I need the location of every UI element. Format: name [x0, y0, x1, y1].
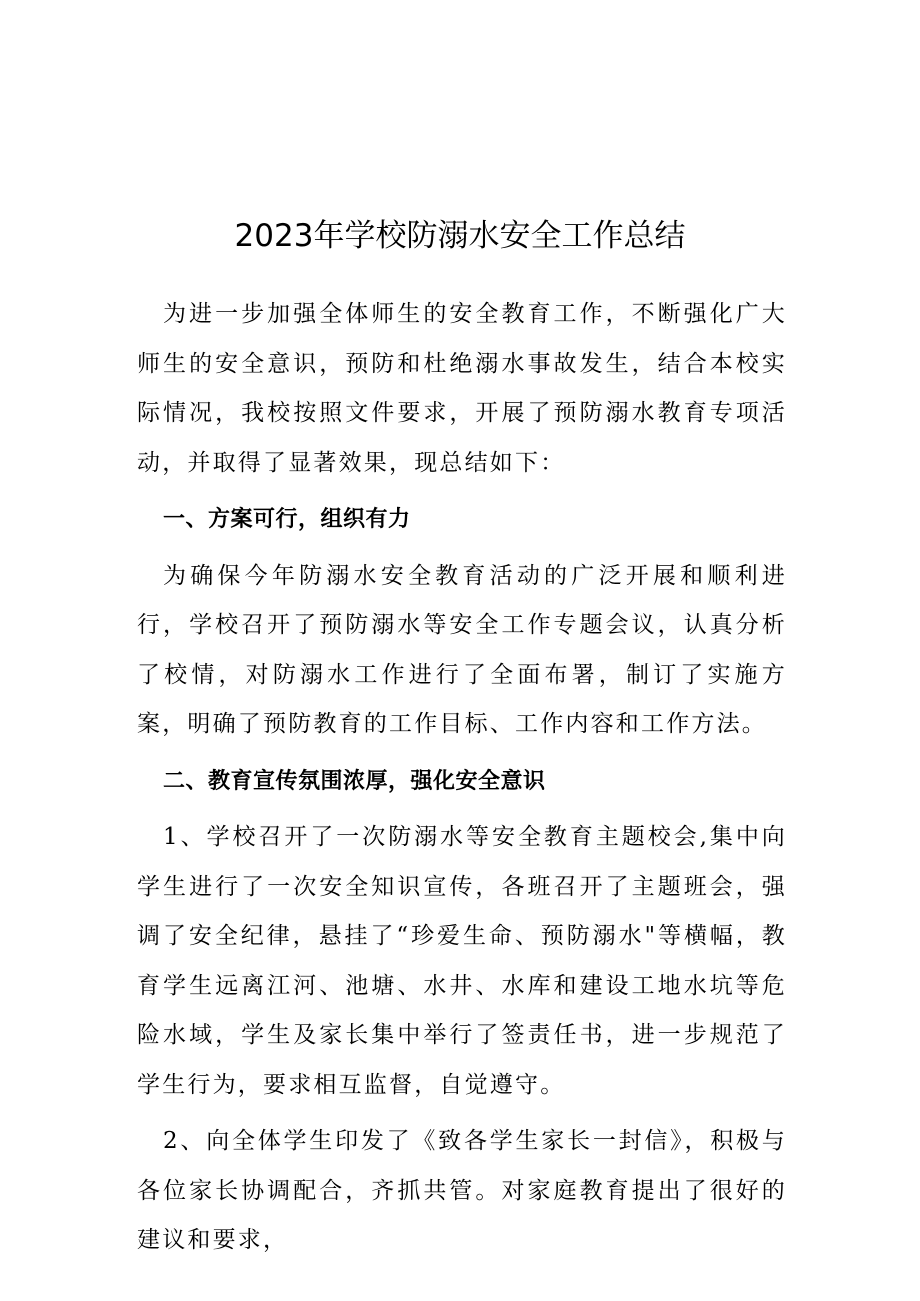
- section-2-item-1: 1、学校召开了一次防溺水等安全教育主题校会,集中向学生进行了一次安全知识宣传，各班召开了主题班会，强调了安全纪律，悬挂了“珍爱生命、预防溺水"等横幅，教育学生远离江河、池塘、水井、水库和建设工地水坑等危险水域，学生及家长集中举行了签责任书，进一步规范了学生行为，要求相互监督，自觉遵守。: [137, 824, 787, 1098]
- document-body: [137, 290, 787, 1273]
- document-title: 2023年学校防溺水安全工作总结: [234, 218, 686, 254]
- section-1-paragraph: 为确保今年防溺水安全教育活动的广泛开展和顺利进行，学校召开了预防溺水等安全工作专题会议，认真分析了校情，对防溺水工作进行了全面布署，制订了实施方案，明确了预防教育的工作目标、工作内容和工作方法。: [137, 562, 787, 737]
- section-heading-1: 一、方案可行，组织有力: [163, 507, 411, 532]
- section-2-item-2: 2、向全体学生印发了《致各学生家长一封信》，积极与各位家长协调配合，齐抓共管。对家庭教育提出了很好的建议和要求，: [137, 1128, 787, 1253]
- intro-paragraph: 为进一步加强全体师生的安全教育工作，不断强化广大师生的安全意识，预防和杜绝溺水事故发生，结合本校实际情况，我校按照文件要求，开展了预防溺水教育专项活动，并取得了显著效果，现总结如下：: [137, 301, 787, 476]
- section-heading-2: 二、教育宣传氛围浓厚，强化安全意识: [163, 768, 546, 794]
